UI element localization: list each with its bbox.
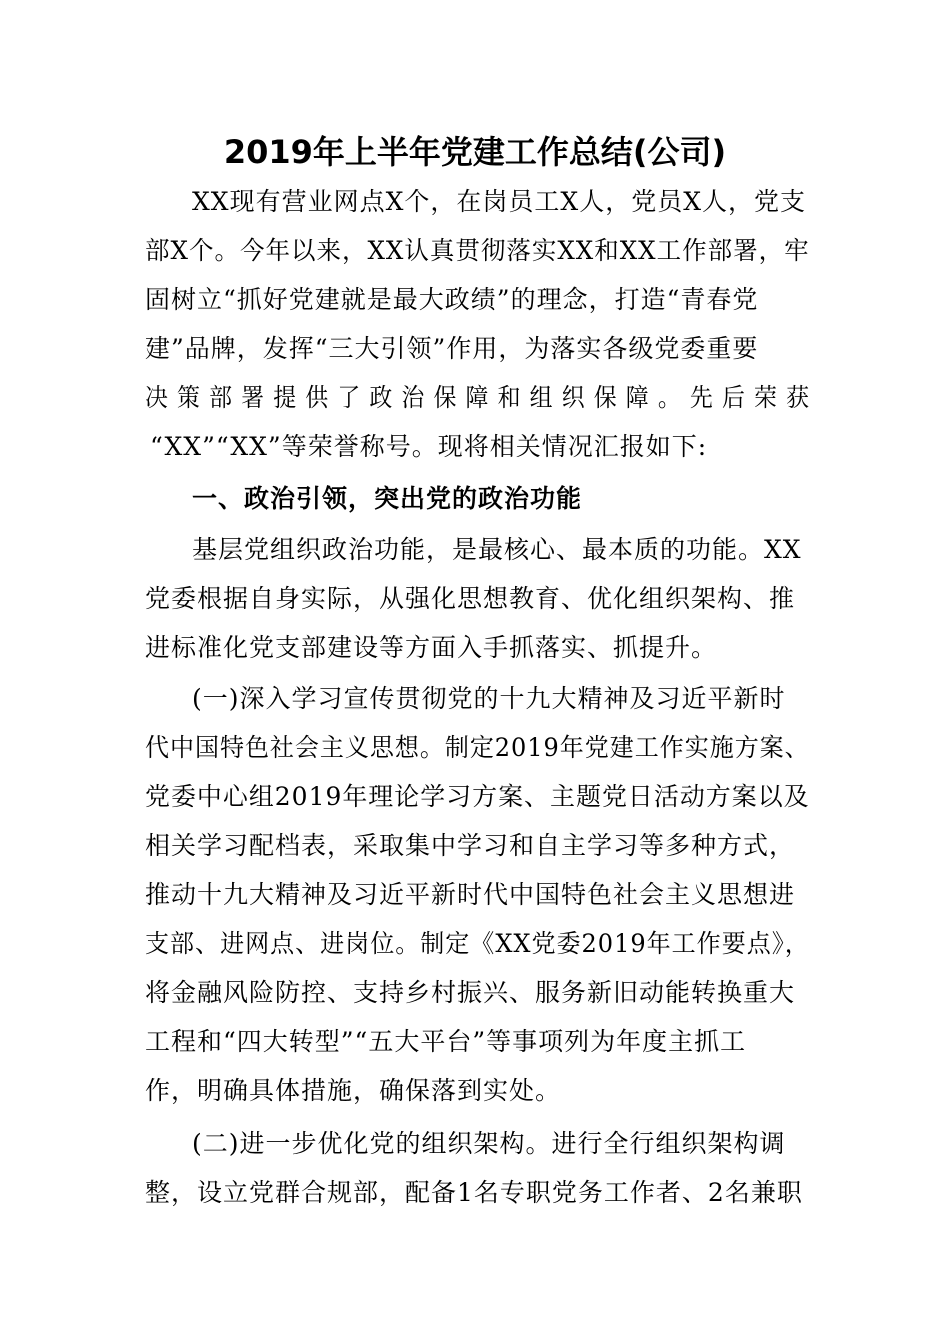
paragraph-line: 进标准化党支部建设等方面入手抓落实、抓提升。 (145, 633, 718, 662)
subsection-line: (一)深入学习宣传贯彻党的十九大精神及习近平新时 (192, 684, 786, 713)
paragraph-line: 作，明确具体措施，确保落到实处。 (145, 1076, 562, 1105)
paragraph-line: 固树立“抓好党建就是最大政绩”的理念，打造“青春党 (145, 285, 759, 314)
paragraph-line: 整，设立党群合规部，配备1名专职党务工作者、2名兼职 (145, 1178, 803, 1207)
subsection-line: (二)进一步优化党的组织架构。进行全行组织架构调 (192, 1129, 786, 1158)
paragraph-line: 推动十九大精神及习近平新时代中国特色社会主义思想进 (145, 880, 796, 909)
paragraph-line: “XX”“XX”等荣誉称号。现将相关情况汇报如下: (150, 432, 708, 461)
paragraph-line: 党委根据自身实际，从强化思想教育、优化组织架构、推 (145, 584, 796, 613)
paragraph-line: 党委中心组2019年理论学习方案、主题党日活动方案以及 (145, 782, 810, 811)
paragraph-line: XX现有营业网点X个，在岗员工X人，党员X人，党支 (192, 187, 806, 216)
paragraph-line: 相关学习配档表，采取集中学习和自主学习等多种方式， (145, 831, 796, 860)
paragraph-line: 决 策 部 署 提 供 了 政 治 保 障 和 组 织 保 障 。 先 后 荣 获 (145, 383, 810, 412)
paragraph-line: 建”品牌，发挥“三大引领”作用，为落实各级党委重要 (145, 334, 759, 363)
paragraph-line: 代中国特色社会主义思想。制定2019年党建工作实施方案、 (145, 733, 810, 762)
paragraph-line: 部X个。今年以来，XX认真贯彻落实XX和XX工作部署，牢 (145, 236, 810, 265)
paragraph-line: 将金融风险防控、支持乡村振兴、服务新旧动能转换重大 (145, 978, 796, 1007)
paragraph-line: 支部、进网点、进岗位。制定《XX党委2019年工作要点》， (145, 929, 810, 958)
section-heading: 一、政治引领，突出党的政治功能 (192, 484, 583, 513)
document-title: 2019年上半年党建工作总结(公司) (223, 133, 727, 171)
paragraph-line: 工程和“四大转型”“五大平台”等事项列为年度主抓工 (145, 1027, 747, 1056)
paragraph-line: 基层党组织政治功能，是最核心、最本质的功能。XX (192, 535, 802, 564)
